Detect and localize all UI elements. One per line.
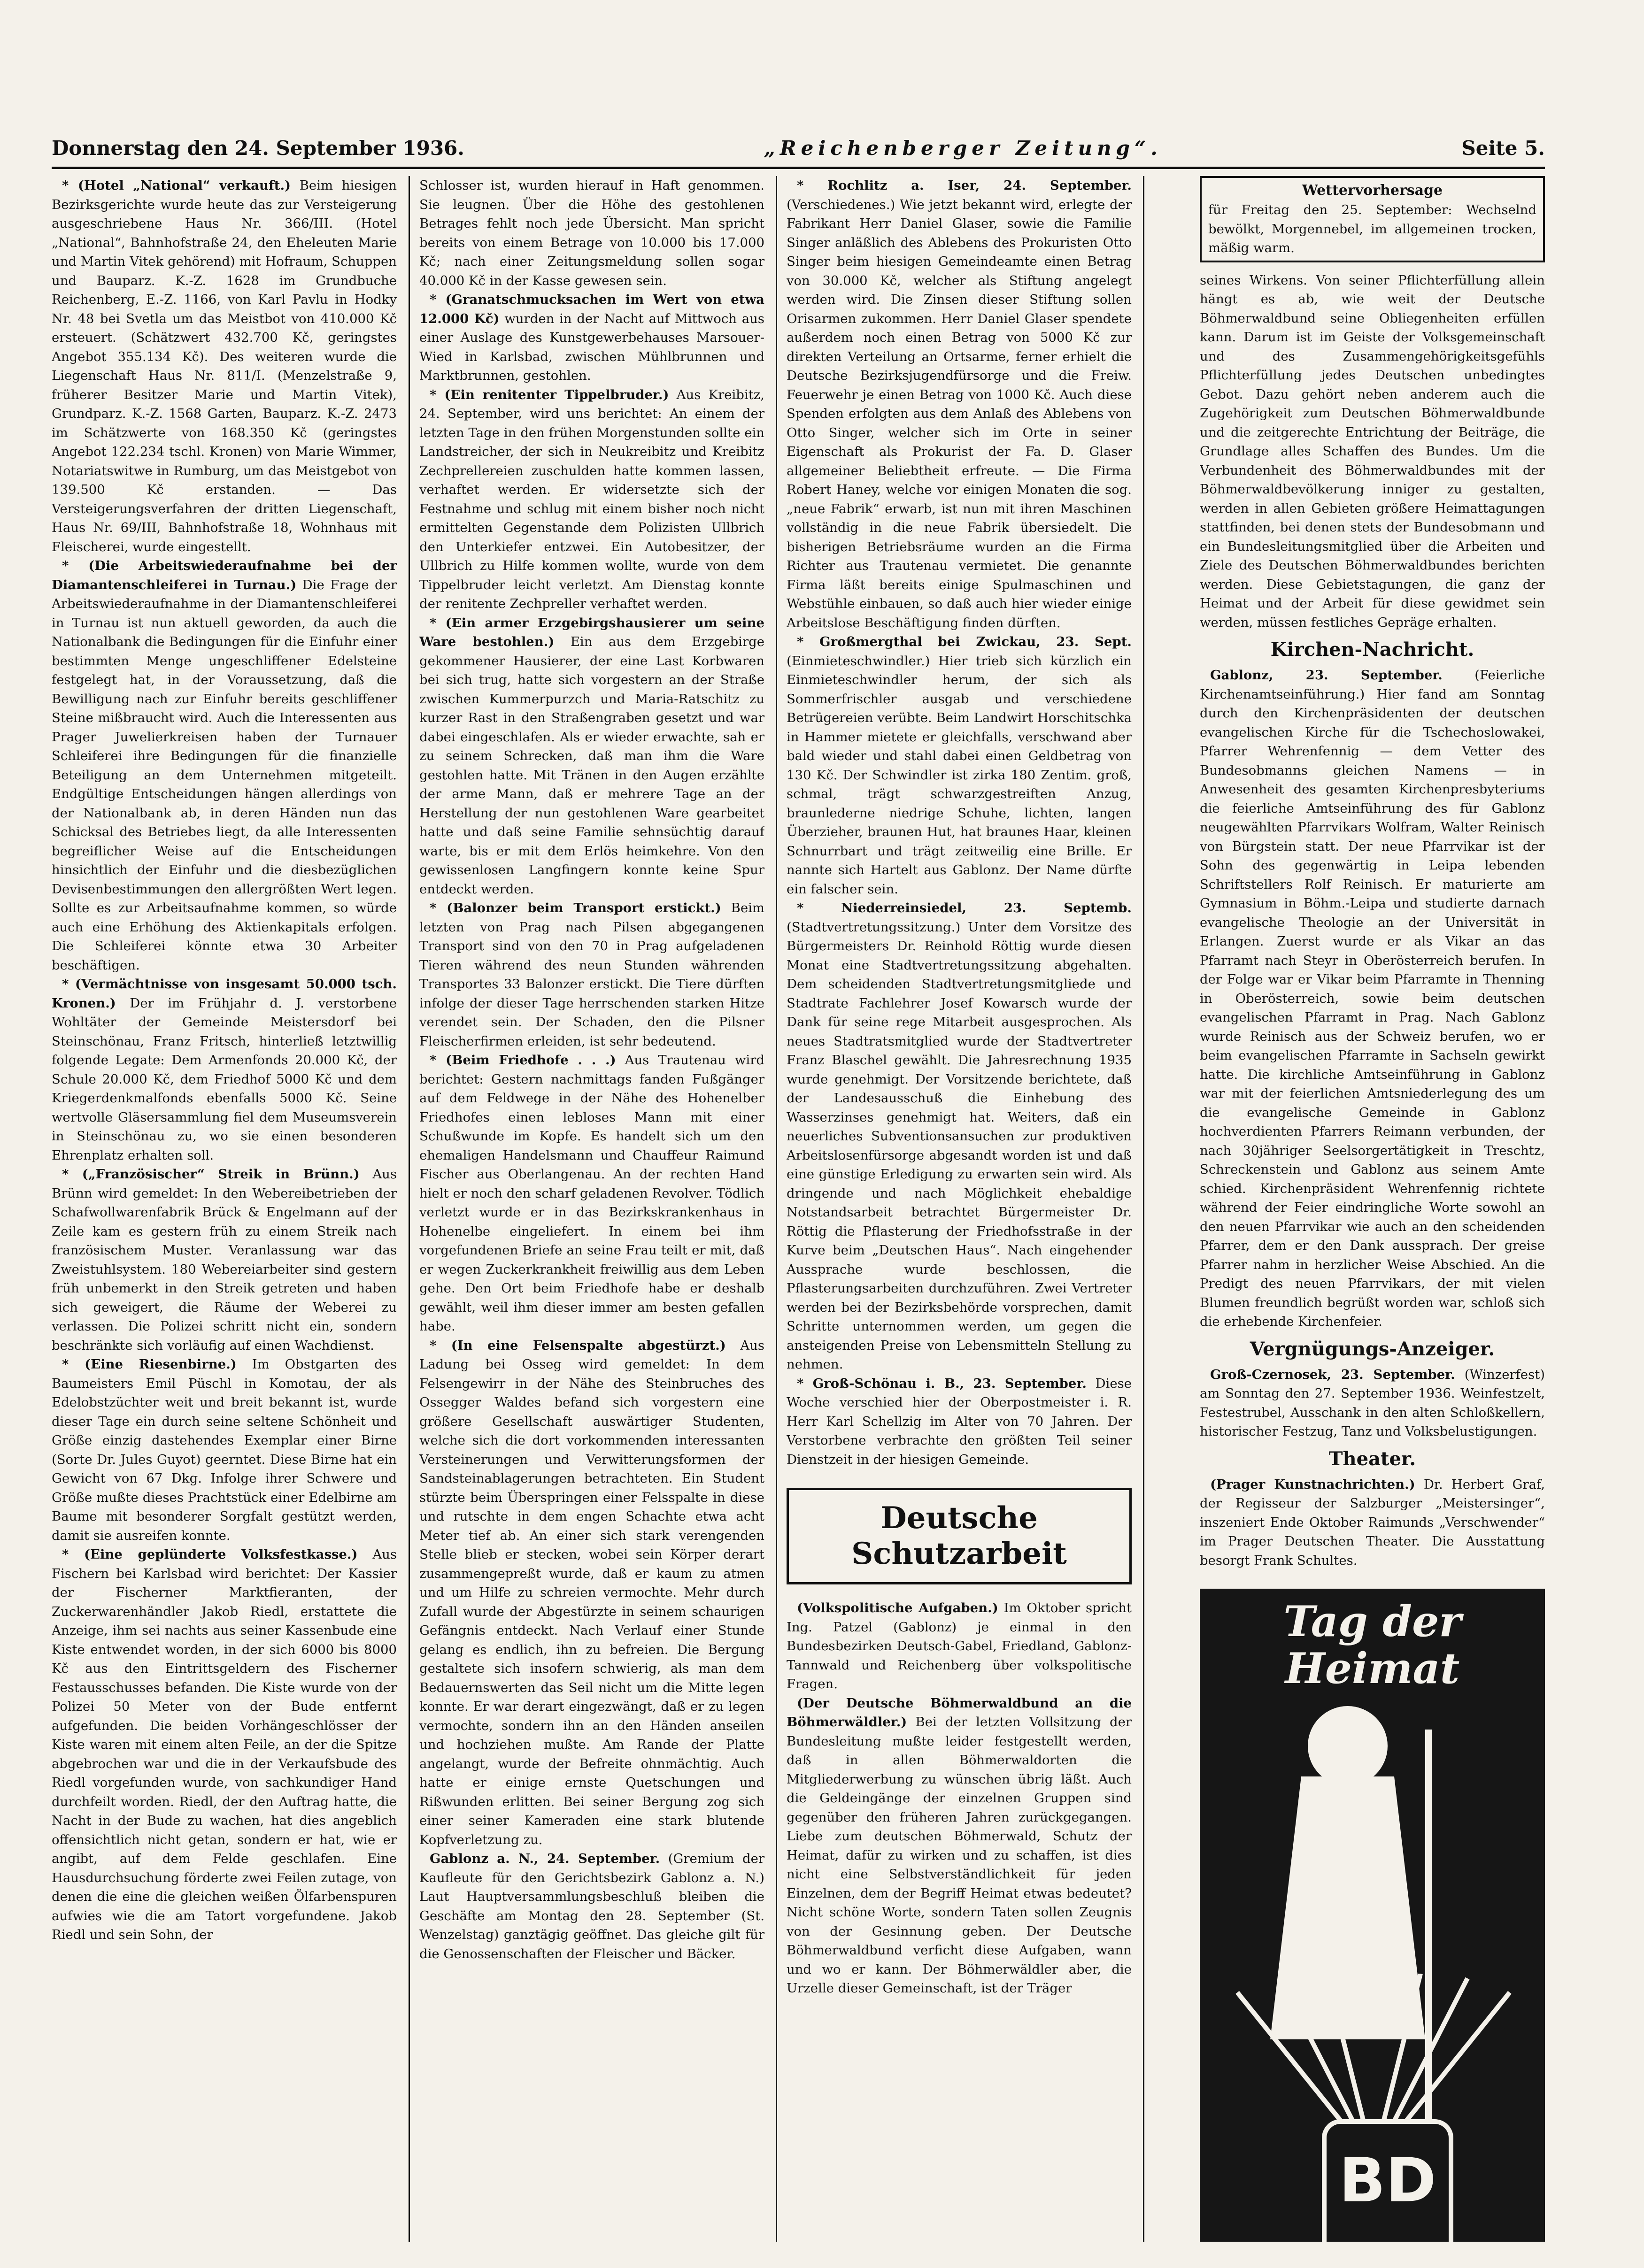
article bbox=[52, 1355, 397, 1545]
section-heading-entertainment: Vergnügungs-Anzeiger. bbox=[1250, 1338, 1495, 1360]
header-page-number: Seite 5. bbox=[1461, 137, 1545, 160]
article-kicker: * (Ein armer Erzgebirgshausierer um seine Ware bestohlen.) bbox=[419, 615, 764, 649]
article bbox=[52, 176, 397, 556]
article-kicker: * (Balonzer beim Transport erstickt.) bbox=[430, 900, 721, 915]
article-body: Aus Brünn wird gemeldet: In den Webereibetrieben der Schafwollwarenfabrik Brück & Engelmann auf der Zeile kam es gestern früh zu einem Streik nach französischem Muster. Veranlassung war das Zweistuhlsystem. 180 Webereiarbeiter sind gestern früh unbemerkt in den Streik getreten und haben sich geweigert, die Räume der Weberei zu verlassen. Die Polizei schritt nicht ein, sondern beschränkte sich vorläufig auf einen Wachdienst. bbox=[52, 1167, 397, 1353]
article bbox=[419, 290, 764, 385]
article bbox=[419, 385, 764, 614]
column-divider bbox=[409, 176, 410, 2242]
article bbox=[52, 1545, 397, 1945]
poster-headline: Tag der Heimat bbox=[1283, 1597, 1461, 1693]
tag-der-heimat-poster bbox=[1200, 1589, 1545, 2242]
section-heading-church: Kirchen-Nachricht. bbox=[1270, 638, 1474, 661]
article bbox=[52, 975, 397, 1165]
section-box-deutsche-schutzarbeit: Deutsche Schutzarbeit bbox=[787, 1488, 1132, 1584]
poster-emblem-letters: BD bbox=[1339, 2145, 1436, 2216]
article bbox=[787, 1694, 1132, 1998]
header-rule bbox=[52, 167, 1545, 169]
article-body: Aus Trautenau wird berichtet: Gestern nachmittags fanden Fußgänger auf dem Feldwege in der Nähe des Hohenelber Friedhofes einen lebloses Mann mit einer Schußwunde im Kopfe. Es handelt sich um den ehemaligen Handelsmann und Chauffeur Raimund Fischer aus Oberlangenau. An der rechten Hand hielt er noch den scharf geladenen Revolver. Tödlich verletzt wurde er in das Bezirkskrankenhaus in Hohenelbe eingeliefert. In einem bei ihm vorgefundenen Briefe an seine Frau teilt er mit, daß er wegen Zuckerkrankheit freiwillig aus dem Leben gehe. Den Ort beim Friedhofe habe er deshalb gewählt, weil ihm dieser immer am besten gefallen habe. bbox=[419, 1053, 764, 1334]
article-continuation bbox=[1200, 271, 1545, 632]
article-body: (Einmieteschwindler.) Hier trieb sich kürzlich ein Einmieteschwindler herum, der sich als Sommerfrischler ausgab und verschiedene Betrügereien verübte. Beim Landwirt Horschitschka in Hammer mietete er gleichfalls, verschwand aber bald wieder und stahl dabei einen Geldbetrag von 130 Kč. Der Schwindler ist zirka 180 Zentim. groß, schmal, trägt schwarzgestreiften Anzug, braunlederne niedrige Schuhe, lichten, langen Überzieher, braunen Hut, hat braunes Haar, kleinen Schnurrbart und trägt zeitweilig eine Brille. Er nannte sich Hartelt aus Gablonz. Der Name dürfte ein falscher sein. bbox=[787, 653, 1132, 897]
article-body: Schlosser ist, wurden hierauf in Haft genommen. Sie leugnen. Über die Höhe des gestohlenen Betrages fehlt noch jede Übersicht. Man spricht bereits von einem Betrage von 10.000 bis 17.000 Kč; nach einer Zeitungsmeldung sollen sogar 40.000 Kč in der Kasse gewesen sein. bbox=[419, 178, 764, 288]
poster-bd-emblem bbox=[1322, 2119, 1453, 2242]
section-heading-theater: Theater. bbox=[1328, 1447, 1416, 1470]
article bbox=[787, 899, 1132, 1374]
article-kicker: * (Eine Riesenbirne.) bbox=[62, 1357, 237, 1372]
column-1 bbox=[52, 176, 397, 2242]
article-body: Ein aus dem Erzgebirge gekommener Hausierer, der eine Last Korbwaren bei sich trug, hatte sich vorgestern an der Straße zwischen Kummerpurzch und Maria-Ratschitz zu kurzer Rast in den Straßengraben gesetzt und war dabei eingeschlafen. Als er wieder erwachte, sah er zu seinem Schrecken, daß man ihm die Ware gestohlen hatte. Mit Tränen in den Augen erzählte der arme Mann, daß er mehrere Tage an der Herstellung der nun gestohlenen Ware gearbeitet hatte und daß seine Familie sehnsüchtig darauf warte, bis er mit dem Erlös heimkehre. Von den gewissenlosen Langfingern konnte keine Spur entdeckt werden. bbox=[419, 634, 764, 897]
article bbox=[1200, 666, 1545, 1331]
article-kicker: * (Vermächtnisse von insgesamt 50.000 tsch. Kronen.) bbox=[52, 976, 397, 1011]
article-dateline: * Niederreinsiedel, 23. Septemb. bbox=[797, 900, 1132, 915]
article-body: seines Wirkens. Von seiner Pflichterfüllung allein hängt es ab, wie weit der Deutsche Böhmerwaldbund seine Obliegenheiten erfüllen kann. Darum ist im Geiste der Volksgemeinschaft und des Zusammengehörigkeitsgefühls Pflichterfüllung jedes Deutschen unbedingtes Gebot. Dazu gehört neben anderem auch die Zugehörigkeit zum Deutschen Böhmerwaldbunde und die zeitgerechte Entrichtung der Beiträge, die Grundlage alles Schaffen des Bundes. Um die Verbundenheit des Böhmerwaldbundes mit der Böhmerwaldbevölkerung inniger zu gestalten, werden in allen Gebieten größere Heimattagungen stattfinden, bei denen stets der Bundesobmann und ein Bundesleitungsmitglied über die Arbeiten und Ziele des Deutschen Böhmerwaldbundes berichten werden. Diese Gebietstagungen, die ganz der Heimat und der Arbeit für diese gewidmet sein werden, müssen festliches Gepräge erhalten. bbox=[1200, 272, 1545, 630]
article bbox=[52, 1165, 397, 1355]
article-body: Aus Fischern bei Karlsbad wird berichtet: Der Kassier der Fischerner Marktfieranten, der Zuckerwarenhändler Jakob Riedl, erstattete die Anzeige, ihm sei nachts aus seiner Kassenbude eine Kiste entwendet worden, in der sich 6000 bis 8000 Kč aus den Eintrittsgeldern des Fischerner Festausschusses befanden. Die Kiste wurde von der Polizei 50 Meter von der Bude entfernt aufgefunden. Die beiden Vorhängeschlösser der Kiste waren mit einem alten Feile, an der die Spitze abgebrochen war und die in der Verkaufsbude des Riedl vorgefunden wurde, von sachkundiger Hand durchfeilt worden. Riedl, der den Auftrag hatte, die Nacht in der Bude zu wachen, hat dies angeblich offensichtlich nicht getan, sondern er hat, wie er angibt, auf dem Felde geschlafen. Eine Hausdurchsuchung förderte zwei Feilen zutage, von denen die eine die gleichen weißen Ölfarbenspuren aufwies wie die am Tatort vorgefundene. Jakob Riedl und sein Sohn, der bbox=[52, 1547, 397, 1942]
article-body: Dr. Herbert Graf, der Regisseur der Salzburger „Meistersinger“, inszeniert Ende Oktober Raimunds „Verschwender“ im Prager Deutschen Theater. Die Ausstattung besorgt Frank Schultes. bbox=[1200, 1476, 1545, 1568]
article-kicker: * (Eine geplünderte Volksfestkasse.) bbox=[62, 1547, 358, 1562]
article bbox=[787, 1374, 1132, 1469]
article-dateline: Gablonz, 23. September. bbox=[1210, 668, 1443, 683]
column-4 bbox=[1200, 176, 1545, 2242]
poster-figure-head bbox=[1308, 1706, 1388, 1786]
weather-forecast-title: Wettervorhersage bbox=[1302, 182, 1443, 199]
article-body: wurden in der Nacht auf Mittwoch aus einer Auslage des Kunstgewerbehauses Marsouer-Wied in Karlsbad, zwischen Mühlbrunnen und Marktbrunnen, gestohlen. bbox=[419, 311, 764, 383]
article-kicker: * (Hotel „National“ verkauft.) bbox=[62, 178, 291, 193]
article-body: Bei der letzten Vollsitzung der Bundesleitung mußte leider festgestellt werden, daß in allen Böhmerwaldorten die Mitgliederwerbung zu wünschen übrig läßt. Auch die Geldeingänge der einzelnen Gruppen sind gegenüber den früheren Jahren zurückgegangen. Liebe zum deutschen Böhmerwald, Schutz der Heimat, dafür zu wirken und zu schaffen, ist dies nicht eine Selbstverständlichkeit für jeden Einzelnen, dem der Begriff Heimat etwas bedeutet? Nicht schöne Worte, sondern Taten sollen Zeugnis von der Gesinnung geben. Der Deutsche Böhmerwaldbund verficht diese Aufgaben, wann und wo er kann. Der Böhmerwäldler aber, die Urzelle dieser Gemeinschaft, ist der Träger bbox=[787, 1714, 1132, 1996]
article bbox=[419, 1849, 764, 1963]
column-2 bbox=[419, 176, 764, 2242]
article-body: Im Obstgarten des Baumeisters Emil Püschl in Komotau, der als Edelobstzüchter weit und breit bekannt ist, wurde dieser Tage ein durch seine seltene Schönheit und Größe einzig dastehendes Exemplar einer Birne (Sorte Dr. Jules Guyot) geerntet. Diese Birne hat ein Gewicht von 67 Dkg. Infolge ihrer Schwere und Größe mußte dieses Prachtstück einer Edelbirne am Baume mit besonderer Sorgfalt gestützt werden, damit sie ausreifen konnte. bbox=[52, 1357, 397, 1543]
article-body: (Feierliche Kirchenamtseinführung.) Hier fand am Sonntag durch den Kirchenpräsidenten der deutschen evangelischen Kirche für die Tschechoslowakei, Pfarrer Wehrenfennig — dem Vetter des Bundesobmanns gleichen Namens — in Anwesenheit des gesamten Kirchenpresbyteriums die feierliche Amtseinführung des für Gablonz neugewählten Pfarrvikars Wolfram, Walter Reinisch von Bürgstein statt. Der neue Pfarrvikar ist der Sohn des gegenwärtig in Leipa lebenden Schriftstellers Rolf Reinisch. Er maturierte am Gymnasium in Böhm.-Leipa und studierte darnach evangelische Theologie an der Universität in Erlangen. Zuerst wurde er als Vikar an das Pfarramt nach Steyr in Oberösterreich berufen. In der Folge war er Vikar beim Pfarramte in Thenning in Oberösterreich, sowie beim deutschen evangelischen Pfarramt in Prag. Nach Gablonz wurde Reinisch aus der Schweiz berufen, wo er beim evangelischen Pfarramte in Sachseln gewirkt hatte. Die kirchliche Amtseinführung in Gablonz war mit der feierlichen Amtsniederlegung des um die evangelische Gemeinde in Gablonz hochverdienten Pfarrers Reimann verbunden, der nach 30jähriger Seelsorgertätigkeit in Treschtz, Schreckenstein und Gablonz aus seinem Amte schied. Kirchenpräsident Wehrenfennig richtete während der Feier eindringliche Worte sowohl an den neuen Pfarrvikar wie auch an den scheidenden Pfarrer, dem er den Dank aussprach. Der greise Pfarrer nahm in herzlicher Weise Abschied. An die Predigt des neuen Pfarrvikars, der mit vielen Blumen freundlich begrüßt worden war, schloß sich die erhebende Kirchenfeier. bbox=[1200, 668, 1545, 1329]
page-header bbox=[52, 127, 1545, 160]
article-body: Beim hiesigen Bezirksgerichte wurde heute das zur Versteigerung ausgeschriebene Haus Nr. 366/III. (Hotel „National“, Bahnhofstraße 24, den Eheleuten Marie und Martin Vitek gehörend) mit Hofraum, Schuppen und Bauparz. K.-Z. 1628 im Grundbuche Reichenberg, E.-Z. 1166, von Karl Pavlu in Hodky Nr. 48 bei Svetla um das Meistbot von 410.000 Kč ersteuert. (Schätzwert 432.700 Kč, geringstes Angebot 355.134 Kč). Des weiteren wurde die Liegenschaft Haus Nr. 811/I. (Menzelstraße 9, früherer Besitzer Marie und Martin Vitek), Grundparz. K.-Z. 1568 Garten, Bauparz. K.-Z. 2473 im Schätzwerte von 168.350 Kč (geringstes Angebot 122.234 tschl. Kronen) von Marie Wimmer, Notariatswitwe in Rumburg, um das Meistgebot von 139.500 Kč erstanden. — Das Versteigerungsverfahren der dritten Liegenschaft, Haus Nr. 69/III, Bahnhofstraße 18, Wohnhaus mit Fleischerei, wurde eingestellt. bbox=[52, 178, 397, 554]
article-body: Die Frage der Arbeitswiederaufnahme in der Diamantenschleiferei in Turnau ist nun aktuell geworden, da auch die Nationalbank die Bedingungen für die Einfuhr einer bestimmten Menge ungeschliffener Edelsteine festgelegt hat, in der Voraussetzung, daß die Bewilligung nach zur Einfuhr bereits geschliffener Steine mißbraucht wird. Auch die Interessenten aus Prager Juwelierkreisen haben der Turnauer Schleiferei ihre Bedingungen für die finanzielle Beteiligung an dem Unternehmen mitgeteilt. Endgültige Entscheidungen hängen allerdings von der Nationalbank ab, in deren Händen nun das Schicksal des Betriebes liegt, da alle Interessenten begreiflicher Weise auf die Entscheidungen hinsichtlich der Einfuhr und die diesbezüglichen Devisenbestimmungen den allergrößten Wert legen. Sollte es zur Arbeitsaufnahme kommen, so würde auch eine Erhöhung des Aktienkapitals erfolgen. Die Schleiferei könnte etwa 30 Arbeiter beschäftigen. bbox=[52, 577, 397, 973]
column-divider bbox=[776, 176, 777, 2242]
article-body: (Gremium der Kaufleute für den Gerichtsbezirk Gablonz a. N.) Laut Hauptversammlungsbeschluß bleiben die Geschäfte am Montag den 28. September (St. Wenzelstag) ganztägig geöffnet. Das gleiche gilt für die Genossenschaften der Fleischer und Bäcker. bbox=[419, 1851, 764, 1961]
article-body: Aus Kreibitz, 24. September, wird uns berichtet: An einem der letzten Tage in den frühen Morgenstunden sollte ein Landstreicher, der sich in Neukreibitz und Kreibitz Zechprellereien zuschulden hatte kommen lassen, verhaftet werden. Er widersetzte sich der Festnahme und schlug mit einem bisher noch nicht ermittelten Gegenstande dem Polizisten Ullbrich den Unterkiefer entzwei. Ein Autobesitzer, der Ullbrich zu Hilfe kommen wollte, wurde von dem Tippelbruder leicht verletzt. Am Dienstag konnte der renitente Zechpreller verhaftet werden. bbox=[419, 387, 764, 611]
header-paper-title: „Reichenberger Zeitung“. bbox=[764, 137, 1162, 160]
article-dateline: * Groß-Schönau i. B., 23. September. bbox=[797, 1376, 1087, 1391]
article bbox=[419, 899, 764, 1051]
article-kicker: (Der Deutsche Böhmerwaldbund an die Böhmerwäldler.) bbox=[787, 1695, 1132, 1730]
article-dateline: * Großmergthal bei Zwickau, 23. Sept. bbox=[797, 634, 1132, 649]
article-body: (Stadtvertretungssitzung.) Unter dem Vorsitze des Bürgermeisters Dr. Reinhold Röttig wurde diesen Monat eine Stadtvertretungssitzung abgehalten. Dem scheidenden Stadtvertretungsmitgliede und Stadtrate Fachlehrer Josef Kowarsch wurde der Dank für seine rege Mitarbeit ausgesprochen. Als neues Stadtratsmitglied wurde der Stadtvertreter Franz Blaschel gewählt. Die Jahresrechnung 1935 wurde genehmigt. Der Vorsitzende berichtete, daß der Landesausschuß die Einhebung des Wasserzinses genehmigt hat. Weiters, daß ein neuerliches Subventionsansuchen zur produktiven Arbeitslosenfürsorge abgesandt worden ist und daß eine günstige Erledigung zu erwarten sein wird. Als dringende und nach Möglichkeit ehebaldige Notstandsarbeit betrachtet Bürgermeister Dr. Röttig die Pflasterung der Friedhofsstraße in der Kurve beim „Deutschen Haus“. Nach eingehender Aussprache wurde beschlossen, die Pflasterungsarbeiten durchzuführen. Zwei Vertreter werden bei der Bezirksbehörde vorsprechen, damit Schritte unternommen werden, um gegen die ansteigenden Preise von Lebensmitteln Stellung zu nehmen. bbox=[787, 919, 1132, 1372]
column-divider bbox=[1143, 176, 1144, 2242]
article-kicker: * (In eine Felsenspalte abgestürzt.) bbox=[430, 1338, 726, 1353]
article bbox=[787, 632, 1132, 899]
article-dateline: Groß-Czernosek, 23. September. bbox=[1210, 1367, 1455, 1382]
article-kicker: (Volkspolitische Aufgaben.) bbox=[797, 1600, 998, 1615]
article bbox=[787, 176, 1132, 632]
article-kicker: * (Granatschmucksachen im Wert von etwa 12.000 Kč) bbox=[419, 292, 764, 326]
header-date: Donnerstag den 24. September 1936. bbox=[52, 137, 464, 160]
article bbox=[419, 1051, 764, 1336]
article bbox=[787, 1599, 1132, 1694]
weather-forecast-box bbox=[1200, 176, 1545, 262]
article-dateline: Gablonz a. N., 24. September. bbox=[430, 1851, 660, 1866]
article bbox=[419, 614, 764, 899]
article bbox=[1200, 1475, 1545, 1570]
article-kicker: * (Beim Friedhofe . . .) bbox=[430, 1053, 616, 1068]
column-3 bbox=[787, 176, 1132, 2242]
article-kicker: * (Ein renitenter Tippelbruder.) bbox=[430, 387, 669, 402]
article-body: Der im Frühjahr d. J. verstorbene Wohltäter der Gemeinde Meistersdorf bei Steinschönau, Franz Fritsch, hinterließ letztwillig folgende Legate: Dem Armenfonds 20.000 Kč, der Schule 20.000 Kč, dem Friedhof 5000 Kč und dem Kriegerdenkmalfonds ebenfalls 5000 Kč. Seine wertvolle Gläsersammlung fiel dem Museumsverein in Steinschönau zu, wo sie einen besonderen Ehrenplatz erhalten soll. bbox=[52, 995, 397, 1163]
article-body: Beim letzten von Prag nach Pilsen abgegangenen Transport sind von den 70 in Prag aufgeladenen Tieren während des neun Stunden währenden Transportes 33 Balonzer erstickt. Die Tiere dürften infolge der dieser Tage herrschenden starken Hitze verendet sein. Der Schaden, den die Pilsner Fleischerfirmen erleiden, ist sehr bedeutend. bbox=[419, 900, 764, 1049]
article bbox=[1200, 1365, 1545, 1441]
article bbox=[52, 556, 397, 975]
article-kicker: * („Französischer“ Streik in Brünn.) bbox=[62, 1167, 360, 1182]
article-continuation bbox=[419, 176, 764, 290]
article-body: (Winzerfest) am Sonntag den 27. September 1936. Weinfestzelt, Festestrubel, Ausschank in den alten Schloßkellern, historischer Festzug, Tanz und Volksbelustigungen. bbox=[1200, 1367, 1545, 1439]
article-body: Diese Woche verschied hier der Oberpostmeister i. R. Herr Karl Schellzig im Alter von 70 Jahren. Der Verstorbene verbrachte den größten Teil seiner Dienstzeit in der hiesigen Gemeinde. bbox=[787, 1376, 1132, 1467]
article-dateline: * Rochlitz a. Iser, 24. September. bbox=[797, 178, 1132, 193]
article-body: Aus Ladung bei Osseg wird gemeldet: In dem Felsengewirr in der Nähe des Steinbruches des Ossegger Waldes befand sich vorgestern eine größere Gesellschaft auswärtiger Studenten, welche sich die dort vorkommenden interessanten Versteinerungen und Verwitterungsformen der Sandsteinablagerungen betrachteten. Ein Student stürzte beim Überspringen einer Felsspalte in diese und rutschte in dem engen Schachte etwa acht Meter tief ab. An einer sich stark verengenden Stelle blieb er stecken, wobei sein Körper derart zusammengepreßt wurde, daß er kaum zu atmen und um Hilfe zu schreien vermochte. Mehr durch Zufall wurde der Abgestürzte in seinem schaurigen Gefängnis entdeckt. Nach Verlauf einer Stunde gelang es endlich, ihn zu befreien. Die Bergung gestaltete sich insofern schwierig, als man dem Bedauernswerten das Seil nicht um die Mitte legen konnte. Er war derart eingezwängt, daß er zu legen vermochte, sondern ihn an den Händen anseilen und hochziehen mußte. Am Rande der Platte angelangt, wurde der Befreite ohnmächtig. Auch hatte er einige ernste Quetschungen und Rißwunden erlitten. Bei seiner Bergung zog sich einer seiner Kameraden eine stark blutende Kopfverletzung zu. bbox=[419, 1338, 764, 1847]
article-kicker: * (Die Arbeitswiederaufnahme bei der Diamantenschleiferei in Turnau.) bbox=[52, 558, 397, 592]
article-kicker: (Prager Kunstnachrichten.) bbox=[1210, 1476, 1415, 1492]
weather-forecast-text: für Freitag den 25. September: Wechselnd bewölkt, Morgennebel, im allgemeinen trocken, mäßig warm. bbox=[1208, 202, 1536, 255]
article bbox=[419, 1336, 764, 1850]
article-body: Im Oktober spricht Ing. Patzel (Gablonz) je einmal in den Bundesbezirken Deutsch-Gabel, Friedland, Gablonz-Tannwald und Reichenberg über volkspolitische Fragen. bbox=[787, 1600, 1132, 1691]
article-body: (Verschiedenes.) Wie jetzt bekannt wird, erlegte der Fabrikant Herr Daniel Glaser, sowie die Familie Singer anläßlich des Ablebens des Prokuristen Otto Singer beim hiesigen Gemeindeamte einen Betrag von 30.000 Kč, welcher als Stiftung angelegt werden wird. Die Zinsen dieser Stiftung sollen Orisarmen zukommen. Herr Daniel Glaser spendete außerdem noch einen Betrag von 5000 Kč zur direkten Verteilung an Ortsarme, ferner erhielt die Deutsche Bezirksjugendfürsorge und die Freiw. Feuerwehr je einen Betrag von 1000 Kč. Auch diese Spenden erfolgten aus dem Anlaß des Ablebens von Otto Singer, welcher sich im Orte in seiner Eigenschaft als Prokurist der Fa. D. Glaser allgemeiner Beliebtheit erfreute. — Die Firma Robert Haney, welche vor einigen Monaten die sog. „neue Fabrik“ erwarb, ist nun mit ihren Maschinen vollständig in die neue Fabrik übersiedelt. Die bisherigen Betriebsräume wurden an die Firma Richter aus Trautenau vermietet. Die genannte Firma läßt bereits einige Spulmaschinen und Webstühle einbauen, so daß auch hier wieder einige Arbeitslose Beschäftigung finden dürften. bbox=[787, 197, 1132, 630]
